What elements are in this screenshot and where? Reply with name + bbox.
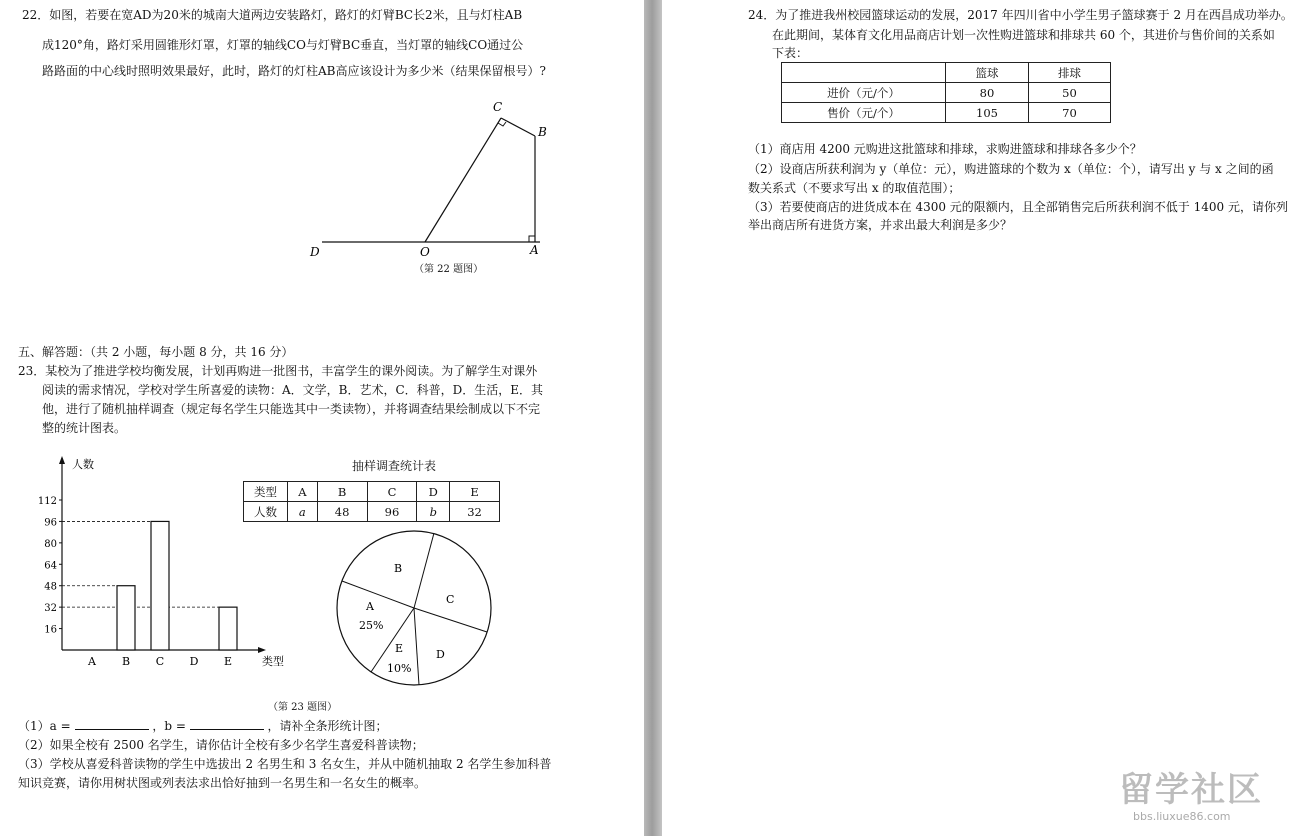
q23-table [243, 481, 500, 522]
q22-figure [300, 96, 560, 276]
q23-caption: （第 23 题图） [268, 702, 338, 713]
q22-caption: （第 22 题图） [414, 264, 484, 275]
q24-table [781, 62, 1111, 123]
x-tick-label: E [223, 655, 233, 668]
table-row [244, 502, 500, 522]
table-header-cell: C [367, 482, 417, 502]
bar-y-label: 人数 [72, 458, 94, 471]
q24-line2: 在此期间，某体育文化用品商店计划一次性购进篮球和排球共 60 个，其进价与售价间的关系如 [772, 28, 1275, 42]
label-B: B [538, 125, 547, 139]
table-cell: 105 [946, 103, 1029, 123]
table-header-cell: E [450, 482, 500, 502]
x-axis-arrow [258, 647, 266, 653]
table-header-cell: 排球 [1029, 63, 1111, 83]
q22-line1: 22．如图，若要在宽AD为20米的城南大道两边安装路灯，路灯的灯臂BC长2米，且与灯柱AB [22, 8, 523, 22]
pie-divider [414, 608, 419, 685]
line-BC [501, 118, 535, 136]
q23-sub2: （2）如果全校有 2500 名学生，请你估计全校有多少名学生喜爱科普读物； [18, 738, 424, 752]
q23-line3: 他，进行了随机抽样调查（规定每名学生只能选其中一类读物），并将调查结果绘制成以下不完 [42, 402, 541, 416]
pie-label-E: E [395, 642, 404, 655]
q23-line2: 阅读的需求情况，学校对学生所喜爱的读物：A．文学，B．艺术，C．科普，D．生活，E．其 [42, 383, 544, 397]
pie-label-A-pct: 25% [359, 619, 384, 632]
label-O: O [420, 245, 430, 259]
x-tick-label: B [121, 655, 131, 668]
pie-divider [414, 533, 434, 608]
y-tick-label: 80 [44, 538, 57, 550]
table-row [782, 63, 1111, 83]
table-cell: 80 [946, 83, 1029, 103]
x-tick-label: D [189, 655, 199, 668]
table-cell: a [288, 502, 318, 522]
y-tick-label: 16 [44, 624, 57, 636]
label-C: C [493, 100, 503, 114]
table-header-cell: D [417, 482, 450, 502]
page-right [662, 0, 1311, 836]
y-tick-label: 112 [37, 496, 57, 507]
bar-x-label: 类型 [262, 655, 284, 668]
q22-line2: 成120°角，路灯采用圆锥形灯罩，灯罩的轴线CO与灯臂BC垂直，当灯罩的轴线CO通过公 [42, 38, 524, 52]
q24-sub2-line2: 数关系式（不要求写出 x 的取值范围）； [748, 181, 961, 195]
right-angle-C [498, 122, 506, 126]
label-A: A [530, 243, 539, 257]
table-row [782, 83, 1111, 103]
q24-sub3-line1: （3）若要使商店的进货成本在 4300 元的限额内，且全部销售完后所获利润不低于 1400 元，请你列 [748, 200, 1288, 214]
q23-sub3-line1: （3）学校从喜爱科普读物的学生中选拔出 2 名男生和 3 名女生，并从中随机抽取 2 名学生参加科普 [18, 757, 552, 771]
pie-label-B: B [394, 562, 403, 575]
table-cell: b [417, 502, 450, 522]
pie-divider [342, 581, 414, 608]
table-header-cell: 篮球 [946, 63, 1029, 83]
q24-sub2-line1: （2）设商店所获利润为 y（单位：元），购进篮球的个数为 x（单位：个），请写出 y 与 x 之间的函 [748, 162, 1274, 176]
table-cell: 人数 [244, 502, 288, 522]
q23-line4: 整的统计图表。 [42, 421, 127, 435]
pie-label-A: A [366, 600, 374, 613]
page-left [0, 0, 644, 836]
section5-heading: 五、解答题：（共 2 小题，每小题 8 分，共 16 分） [18, 345, 294, 359]
bar-C [151, 521, 169, 650]
pie-chart [334, 528, 496, 690]
y-tick-label: 96 [44, 517, 57, 529]
q24-sub1: （1）商店用 4200 元购进这批篮球和排球，求购进篮球和排球各多少个？ [748, 142, 1142, 156]
answer-blank [75, 717, 149, 730]
table-cell: 96 [367, 502, 417, 522]
line-CO [425, 118, 501, 242]
y-tick-label: 32 [44, 603, 57, 615]
x-tick-label: A [88, 655, 96, 668]
watermark-url: bbs.liuxue86.com [1133, 810, 1231, 823]
y-axis-arrow [59, 456, 65, 464]
right-angle-A [529, 236, 535, 242]
table-cell: 48 [317, 502, 367, 522]
page-gutter [644, 0, 662, 836]
answer-blank [190, 717, 264, 730]
y-tick-label: 64 [44, 560, 57, 572]
q22-line3: 路路面的中心线时照明效果最好，此时，路灯的灯柱AB高应该设计为多少米（结果保留根号）? [42, 64, 546, 78]
pie-divider [414, 608, 487, 632]
q23-line1: 23．某校为了推进学校均衡发展，计划再购进一批图书，丰富学生的课外阅读。为了解学生对课外 [18, 364, 538, 378]
q24-line1: 24．为了推进我州校园篮球运动的发展，2017 年四川省中小学生男子篮球赛于 2 月在西昌成功举办。 [748, 8, 1293, 22]
table-cell: 70 [1029, 103, 1111, 123]
table-cell: 32 [450, 502, 500, 522]
table-cell: 售价（元/个） [782, 103, 946, 123]
q24-sub3-line2: 举出商店所有进货方案，并求出最大利润是多少？ [748, 218, 1013, 232]
bar-marks [87, 521, 237, 668]
q23-sub3-line2: 知识竞赛，请你用树状图或列表法求出恰好抽到一名男生和一名女生的概率。 [18, 776, 427, 790]
table-header-cell: A [288, 482, 318, 502]
table-header-cell: B [317, 482, 367, 502]
watermark-logo-text: 留学社区 [1119, 770, 1263, 810]
pie-label-D: D [436, 648, 445, 661]
q23-sub1-a: （1）a = [18, 719, 71, 733]
table-header-cell [782, 63, 946, 83]
table-cell: 50 [1029, 83, 1111, 103]
table-cell: 进价（元/个） [782, 83, 946, 103]
pie-label-E-pct: 10% [387, 662, 412, 675]
q23-table-title: 抽样调查统计表 [352, 459, 437, 473]
bar-E [219, 607, 237, 650]
q23-sub1-b: ，b = [152, 719, 186, 733]
q23-sub1-c: ，请补全条形统计图； [267, 719, 388, 733]
q23-sub1 [18, 717, 388, 736]
y-tick-label: 48 [44, 581, 57, 593]
bar-B [117, 586, 135, 650]
label-D: D [310, 245, 320, 259]
table-row [244, 482, 500, 502]
table-header-cell: 类型 [244, 482, 288, 502]
q24-line3: 下表： [772, 46, 809, 60]
watermark [1119, 760, 1299, 830]
pie-label-C: C [446, 593, 455, 606]
table-row [782, 103, 1111, 123]
x-tick-label: C [155, 655, 165, 668]
